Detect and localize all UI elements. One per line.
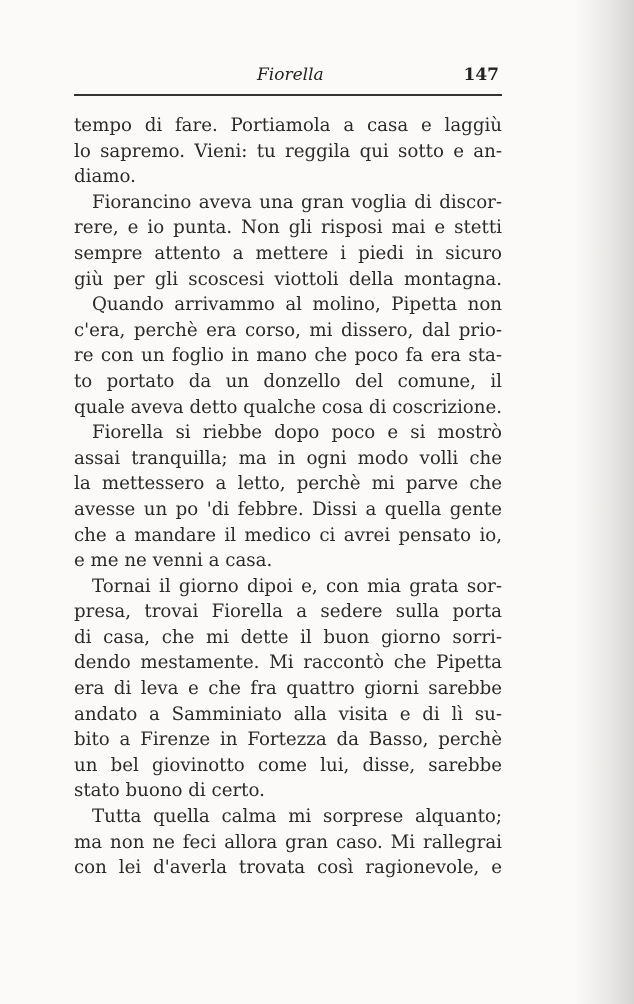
text-line: giù per gli scoscesi viottoli della montagna. bbox=[74, 268, 502, 290]
text-line: sempre attento a mettere i piedi in sicuro bbox=[74, 242, 502, 264]
header-rule bbox=[74, 94, 502, 96]
text-line: stato buono di certo. bbox=[74, 780, 265, 802]
text-line: andato a Samminiato alla visita e di lì su- bbox=[74, 703, 502, 725]
text-line: quale aveva detto qualche cosa di coscrizione. bbox=[74, 396, 502, 418]
text-line: re con un foglio in mano che poco fa era sta- bbox=[74, 345, 502, 367]
text-line: bito a Firenze in Fortezza da Basso, perchè bbox=[74, 729, 502, 751]
running-title: Fiorella bbox=[257, 65, 324, 85]
text-line: presa, trovai Fiorella a sedere sulla porta bbox=[74, 601, 502, 623]
text-line: Quando arrivammo al molino, Pipetta non bbox=[92, 294, 502, 316]
text-line: di casa, che mi dette il buon giorno sorri- bbox=[74, 626, 502, 648]
text-line: con lei d'averla trovata così ragionevole, e bbox=[74, 857, 502, 879]
page-edge-shadow bbox=[574, 0, 634, 1004]
body-text bbox=[74, 113, 502, 881]
text-line: e me ne venni a casa. bbox=[74, 550, 273, 572]
text-line: to portato da un donzello del comune, il bbox=[74, 370, 502, 392]
running-head bbox=[74, 60, 502, 90]
text-line: un bel giovinotto come lui, disse, sarebbe bbox=[74, 754, 502, 776]
text-line: c'era, perchè era corso, mi dissero, dal prio- bbox=[74, 319, 502, 341]
page-number: 147 bbox=[463, 65, 499, 85]
text-line: avesse un po 'di febbre. Dissi a quella gente bbox=[74, 498, 502, 520]
text-line: era di leva e che fra quattro giorni sarebbe bbox=[74, 678, 502, 700]
text-line: lo sapremo. Vieni: tu reggila qui sotto e an- bbox=[74, 140, 502, 162]
text-line: tempo di fare. Portiamola a casa e laggiù bbox=[74, 115, 502, 136]
text-line: ma non ne feci allora gran caso. Mi rallegrai bbox=[74, 831, 502, 853]
text-line: Fiorella si riebbe dopo poco e si mostrò bbox=[92, 422, 502, 444]
text-line: dendo mestamente. Mi raccontò che Pipetta bbox=[74, 652, 502, 674]
text-line: Tutta quella calma mi sorprese alquanto; bbox=[92, 806, 502, 828]
text-line: assai tranquilla; ma in ogni modo volli che bbox=[74, 447, 502, 469]
text-line: Fiorancino aveva una gran voglia di discor- bbox=[92, 191, 502, 213]
text-line: la mettessero a letto, perchè mi parve che bbox=[74, 473, 502, 495]
text-line: che a mandare il medico ci avrei pensato io, bbox=[74, 524, 502, 546]
text-line: diamo. bbox=[74, 166, 136, 188]
text-line: Tornai il giorno dipoi e, con mia grata sor- bbox=[92, 575, 502, 597]
text-line: rere, e io punta. Non gli risposi mai e stetti bbox=[74, 217, 502, 239]
